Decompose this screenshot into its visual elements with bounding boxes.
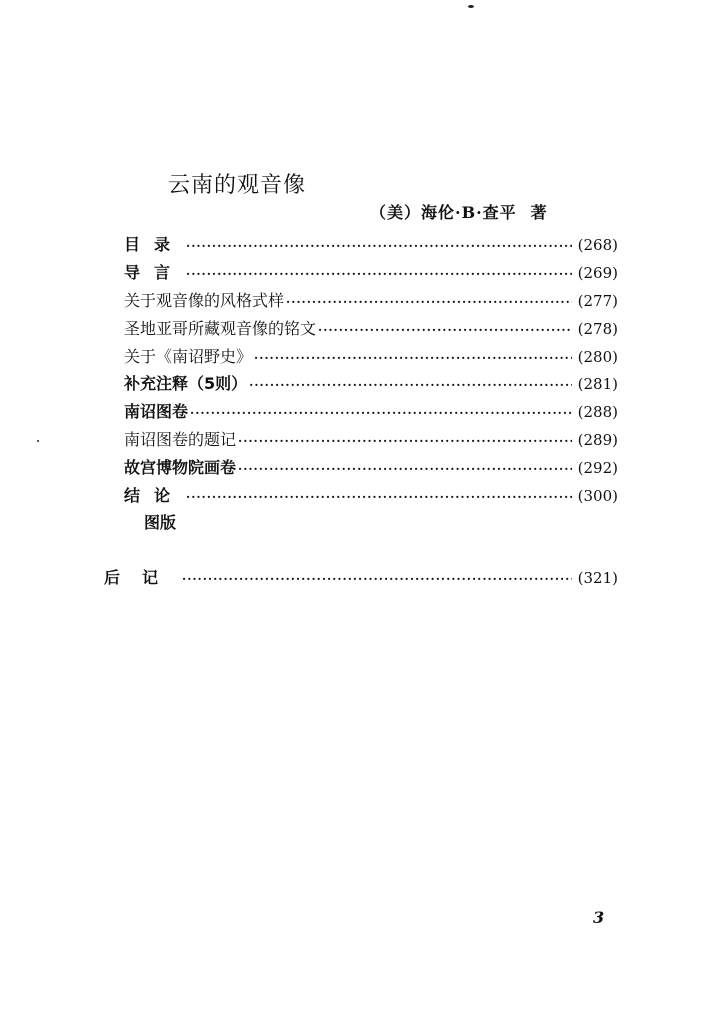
toc-entry-page: (289) (577, 431, 618, 450)
toc-entry-page: (288) (577, 403, 618, 422)
postscript-entry (104, 565, 618, 593)
leader-dots (238, 434, 572, 448)
toc-entry-label: 目录 (124, 235, 185, 254)
table-of-contents (124, 232, 618, 511)
leader-dots (318, 323, 572, 337)
toc-entry-page: (281) (577, 375, 618, 394)
toc-entry-label: 南诏图卷的题记 (124, 430, 237, 450)
toc-entry-label: 故宫博物院画卷 (124, 458, 237, 478)
toc-entry (124, 288, 618, 316)
leader-dots (186, 490, 572, 504)
section-title: 云南的观音像 (168, 173, 307, 198)
plates-heading: 图版 (144, 513, 177, 532)
leader-dots (238, 462, 572, 476)
toc-entry-page: (300) (577, 487, 618, 506)
toc-entry-label: 补充注释（5则） (124, 374, 248, 394)
toc-entry-page: (278) (577, 319, 618, 338)
toc-entry (124, 260, 618, 288)
toc-entry (124, 455, 618, 483)
toc-entry-page: (268) (577, 236, 618, 254)
toc-entry-label: 南诏图卷 (124, 402, 189, 422)
toc-entry-page: (280) (577, 347, 618, 366)
toc-entry (124, 344, 618, 372)
author-name: （美）海伦·B·查平 (370, 203, 517, 222)
toc-entry-label: 关于观音像的风格式样 (124, 290, 285, 310)
scan-speck (37, 440, 39, 442)
toc-entry-page: (269) (577, 263, 618, 282)
leader-dots (254, 351, 572, 365)
leader-dots (186, 267, 572, 281)
toc-entry (124, 371, 618, 399)
page-number: 3 (593, 908, 605, 927)
toc-entry (124, 427, 618, 455)
toc-entry (124, 316, 618, 344)
leader-dots (182, 572, 572, 586)
leader-dots (286, 295, 572, 309)
scan-speck (468, 5, 474, 8)
toc-entry-label: 圣地亚哥所藏观音像的铭文 (124, 318, 317, 338)
toc-entry-label: 结论 (124, 486, 185, 506)
leader-dots (249, 378, 572, 392)
author-line (370, 200, 548, 223)
toc-entry-page: (277) (577, 291, 618, 310)
toc-entry-label: 关于《南诏野史》 (124, 346, 253, 366)
toc-entry (124, 483, 618, 511)
toc-entry (104, 565, 618, 593)
leader-dots (190, 406, 572, 420)
toc-entry (124, 232, 618, 260)
toc-entry-page: (292) (577, 459, 618, 478)
leader-dots (186, 239, 572, 253)
postscript-page: (321) (577, 569, 618, 587)
postscript-label: 后记 (104, 568, 181, 587)
author-suffix: 著 (530, 203, 548, 222)
toc-entry (124, 399, 618, 427)
toc-entry-label: 导言 (124, 262, 185, 282)
